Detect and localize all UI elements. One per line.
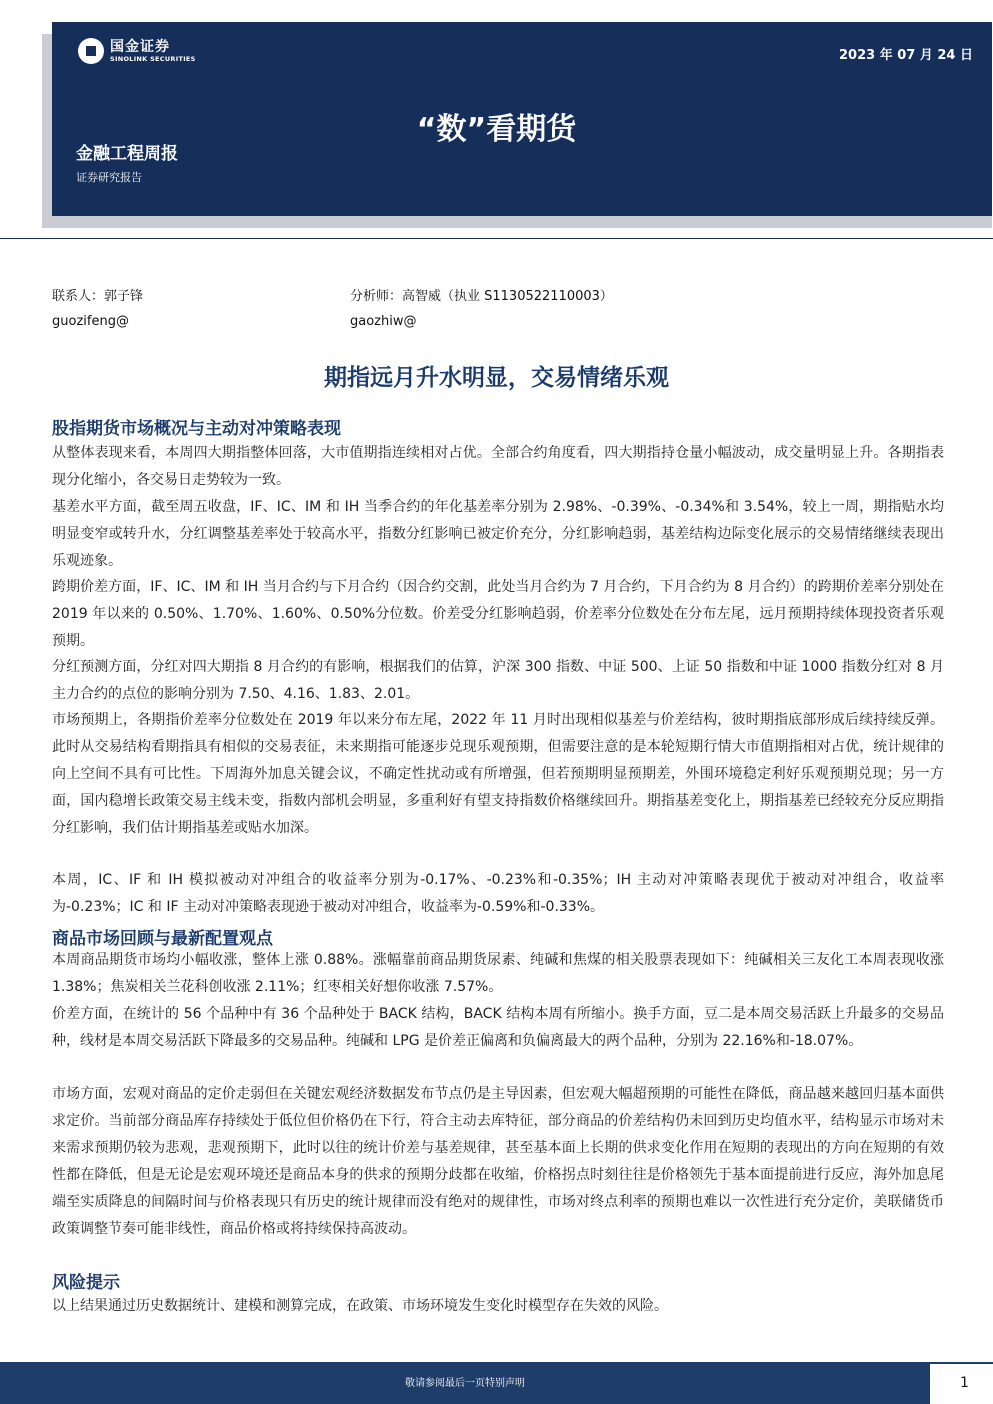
company-logo bbox=[78, 38, 196, 64]
report-type: 金融工程周报 bbox=[76, 144, 178, 164]
section-title: 风险提示 bbox=[52, 1273, 120, 1293]
paragraph: 本周商品期货市场均小幅收涨，整体上涨 0.88%。涨幅靠前商品期货尿素、纯碱和焦煤的相关股票表现如下：纯碱相关三友化工本周表现收涨 1.38%；焦炭相关兰花科创收涨 2.11%；红枣相关好想你收涨 7.57%。 bbox=[52, 952, 944, 995]
analyst-email: gaozhiw@ bbox=[350, 314, 417, 329]
report-title: “数”看期货 bbox=[416, 112, 577, 147]
paragraph: 从整体表现来看，本周四大期指整体回落，大市值期指连续相对占优。全部合约角度看，四大期指持仓量小幅波动，成交量明显上升。各期指表现分化缩小，各交易日走势较为一致。 bbox=[52, 445, 944, 488]
analyst-name: 分析师：高智威（执业 S1130522110003） bbox=[350, 289, 613, 304]
logo-en: SINOLINK SECURITIES bbox=[110, 54, 196, 63]
paragraph: 基差水平方面，截至周五收盘，IF、IC、IM 和 IH 当季合约的年化基差率分别为 2.98%、-0.39%、-0.34%和 3.54%，较上一周，期指贴水均明显变窄或转升水，分红调整基差率处于较高水平，指数分红影响已被定价充分，分红影响趋弱，基差结构边际变化展示的交易情绪继续表现出乐观迹象。 bbox=[52, 499, 944, 569]
contact-name: 联系人：郭子锋 bbox=[52, 289, 144, 304]
main-title: 期指远月升水明显，交易情绪乐观 bbox=[324, 365, 669, 391]
report-date: 2023 年 07 月 24 日 bbox=[839, 48, 973, 63]
report-subtype: 证券研究报告 bbox=[76, 171, 142, 184]
paragraph: 价差方面，在统计的 56 个品种中有 36 个品种处于 BACK 结构，BACK 结构本周有所缩小。换手方面，豆二是本周交易活跃上升最多的交易品种，线材是本周交易活跃下降最多的交易品种。纯碱和 LPG 是价差正偏离和负偏离最大的两个品种，分别为 22.16%和-18.07%。 bbox=[52, 1006, 944, 1049]
section-title: 商品市场回顾与最新配置观点 bbox=[52, 929, 273, 949]
logo-cn: 国金证券 bbox=[110, 38, 170, 55]
logo-icon bbox=[78, 38, 104, 64]
section-title: 股指期货市场概况与主动对冲策略表现 bbox=[52, 419, 341, 439]
paragraph: 本周，IC、IF 和 IH 模拟被动对冲组合的收益率分别为-0.17%、-0.23%和-0.35%；IH 主动对冲策略表现优于被动对冲组合，收益率为-0.23%；IC 和 IF 主动对冲策略表现逊于被动对冲组合，收益率为-0.59%和-0.33%。 bbox=[52, 872, 944, 915]
paragraph: 跨期价差方面，IF、IC、IM 和 IH 当月合约与下月合约（因合约交割，此处当月合约为 7 月合约，下月合约为 8 月合约）的跨期价差率分别处在 2019 年以来的 0.50%、1.70%、1.60%、0.50%分位数。价差受分红影响趋弱，价差率分位数处在分布左尾，远月预期持续体现投资者乐观预期。 bbox=[52, 579, 944, 649]
header-divider bbox=[0, 238, 993, 239]
page-number: 1 bbox=[960, 1375, 969, 1391]
paragraph: 市场方面，宏观对商品的定价走弱但在关键宏观经济数据发布节点仍是主导因素，但宏观大幅超预期的可能性在降低，商品越来越回归基本面供求定价。当前部分商品库存持续处于低位但价格仍在下行，符合主动去库特征，部分商品的价差结构仍未回到历史均值水平，结构显示市场对未来需求预期仍较为悲观，悲观预期下，此时以往的统计价差与基差规律，甚至基本面上长期的供求变化作用在短期的表现出的方向在短期的有效性都在降低，但是无论是宏观环境还是商品本身的供求的预期分歧都在收缩，价格拐点时刻往往是价格领先于基本面提前进行反应，海外加息尾端至实质降息的间隔时间与价格表现只有历史的统计规律而没有绝对的规律性，市场对终点利率的预期也难以一次性进行充分定价，美联储货币政策调整节奏可能非线性，商品价格或将持续保持高波动。 bbox=[52, 1086, 944, 1237]
paragraph: 分红预测方面，分红对四大期指 8 月合约的有影响，根据我们的估算，沪深 300 指数、中证 500、上证 50 指数和中证 1000 指数分红对 8 月主力合约的点位的影响分别为 7.50、4.16、1.83、2.01。 bbox=[52, 659, 944, 702]
paragraph: 以上结果通过历史数据统计、建模和测算完成，在政策、市场环境发生变化时模型存在失效的风险。 bbox=[52, 1298, 668, 1314]
contact-email: guozifeng@ bbox=[52, 314, 129, 329]
paragraph: 市场预期上，各期指价差率分位数处在 2019 年以来分布左尾，2022 年 11 月时出现相似基差与价差结构，彼时期指底部形成后续持续反弹。此时从交易结构看期指具有相似的交易表征，未来期指可能逐步兑现乐观预期，但需要注意的是本轮短期行情大市值期指相对占优，统计规律的向上空间不具有可比性。下周海外加息关键会议，不确定性扰动或有所增强，但若预期明显预期差，外围环境稳定利好乐观预期兑现；另一方面，国内稳增长政策交易主线未变，指数内部机会明显，多重利好有望支持指数价格继续回升。期指基差变化上，期指基差已经较充分反应期指分红影响，我们估计期指基差或贴水加深。 bbox=[52, 712, 944, 836]
footer-notice: 敬请参阅最后一页特别声明 bbox=[0, 1364, 930, 1404]
